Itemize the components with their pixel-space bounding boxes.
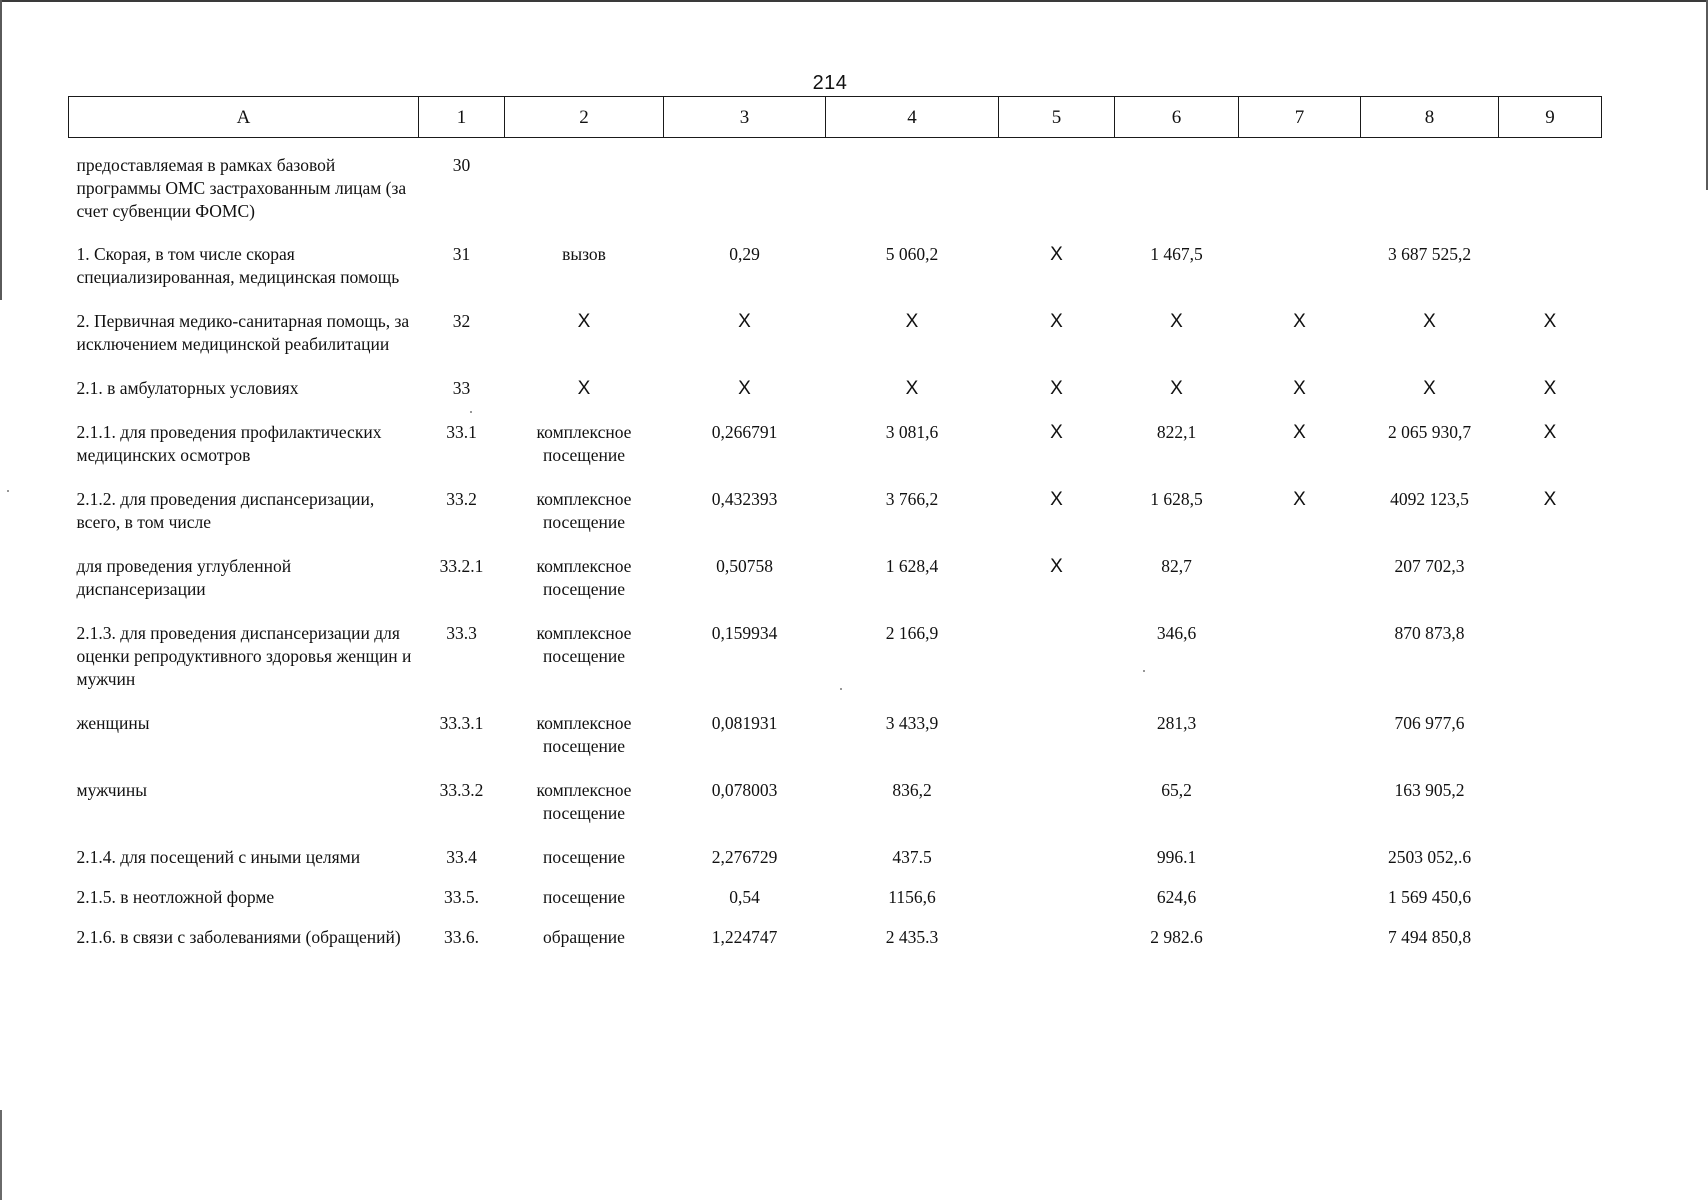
cell-col5 bbox=[999, 846, 1115, 886]
cell-unit: комплексное посещение bbox=[536, 489, 632, 532]
table-row bbox=[69, 243, 1602, 310]
cell-col3: Х bbox=[738, 378, 751, 399]
cell-code: 33.3.1 bbox=[439, 713, 484, 733]
cell-col5: Х bbox=[1050, 556, 1063, 577]
cell-code: 33.6. bbox=[444, 927, 479, 947]
cell-col5 bbox=[999, 138, 1115, 244]
header-cell-1: 1 bbox=[419, 97, 505, 138]
table-row bbox=[69, 779, 1602, 846]
cell-col8: 2503 052,.6 bbox=[1387, 847, 1472, 867]
cell-col6: 1 628,5 bbox=[1150, 489, 1203, 509]
cell-col7 bbox=[1239, 555, 1361, 622]
cell-col8: 4092 123,5 bbox=[1390, 489, 1469, 509]
header-cell-9: 9 bbox=[1499, 97, 1602, 138]
cell-col6 bbox=[1115, 138, 1239, 244]
cell-col7 bbox=[1239, 846, 1361, 886]
cell-name: 2.1.6. в связи с заболеваниями (обращений) bbox=[76, 927, 401, 947]
data-table-container bbox=[68, 96, 1601, 970]
cell-col7: Х bbox=[1293, 422, 1306, 443]
cell-col9: Х bbox=[1543, 378, 1557, 399]
cell-col7 bbox=[1239, 243, 1361, 310]
cell-col6: 1 467,5 bbox=[1150, 244, 1203, 264]
cell-col3: 0,078003 bbox=[711, 780, 778, 800]
cell-col8: 706 977,6 bbox=[1394, 713, 1465, 733]
header-cell-3: 3 bbox=[664, 97, 826, 138]
cell-code: 33 bbox=[452, 378, 471, 398]
cell-code: 32 bbox=[452, 311, 471, 331]
cell-col5: Х bbox=[1050, 489, 1063, 510]
cell-col9 bbox=[1499, 138, 1602, 244]
cell-col4: 3 766,2 bbox=[885, 489, 939, 509]
cell-name: 2.1.4. для посещений с иными целями bbox=[76, 847, 361, 867]
cell-code: 33.3 bbox=[446, 623, 477, 643]
cell-col7 bbox=[1239, 138, 1361, 244]
cell-unit: комплексное посещение bbox=[536, 556, 632, 599]
cell-col4: 437.5 bbox=[892, 847, 932, 867]
cell-name: 2.1.5. в неотложной форме bbox=[76, 887, 275, 907]
cell-col4: 5 060,2 bbox=[885, 244, 939, 264]
table-row bbox=[69, 377, 1602, 421]
cell-col4: 3 081,6 bbox=[885, 422, 939, 442]
cell-col4: 2 435.3 bbox=[885, 927, 939, 947]
cell-col8: Х bbox=[1423, 311, 1436, 332]
cell-col7 bbox=[1239, 712, 1361, 779]
header-row bbox=[69, 97, 1602, 138]
cell-col9: Х bbox=[1543, 422, 1557, 443]
cell-name: 1. Скорая, в том числе скорая специализированная, медицинская помощь bbox=[76, 244, 400, 287]
cell-code: 30 bbox=[452, 155, 471, 175]
cell-col7 bbox=[1239, 886, 1361, 926]
cell-name: 2.1.1. для проведения профилактических медицинских осмотров bbox=[76, 422, 382, 465]
cell-unit: комплексное посещение bbox=[536, 623, 632, 666]
cell-col8: 870 873,8 bbox=[1394, 623, 1465, 643]
cell-col9 bbox=[1499, 622, 1602, 712]
table-row bbox=[69, 421, 1602, 488]
cell-col7 bbox=[1239, 926, 1361, 970]
cell-code: 33.5. bbox=[444, 887, 479, 907]
cell-col4: 2 166,9 bbox=[885, 623, 939, 643]
cell-unit: комплексное посещение bbox=[536, 422, 632, 465]
cell-col5: Х bbox=[1050, 311, 1063, 332]
cell-col6: 82,7 bbox=[1161, 556, 1192, 576]
cell-col4: 1 628,4 bbox=[885, 556, 939, 576]
cell-unit: посещение bbox=[542, 847, 626, 867]
cell-name: для проведения углубленной диспансеризации bbox=[76, 556, 292, 599]
table-row bbox=[69, 555, 1602, 622]
cell-col9 bbox=[1499, 846, 1602, 886]
cell-col4: Х bbox=[905, 311, 919, 332]
cell-col3: 0,081931 bbox=[711, 713, 778, 733]
cell-col5 bbox=[999, 886, 1115, 926]
cell-col6: 281,3 bbox=[1156, 713, 1197, 733]
cell-col3: Х bbox=[738, 311, 751, 332]
table-row bbox=[69, 310, 1602, 377]
cell-unit: комплексное посещение bbox=[536, 713, 632, 756]
cell-col8: 7 494 850,8 bbox=[1387, 927, 1472, 947]
header-cell-4: 4 bbox=[826, 97, 999, 138]
table-row bbox=[69, 622, 1602, 712]
header-cell-a: А bbox=[69, 97, 419, 138]
page-number: 214 bbox=[812, 72, 848, 94]
cell-col8: 207 702,3 bbox=[1394, 556, 1465, 576]
cell-code: 31 bbox=[452, 244, 471, 264]
cell-unit: обращение bbox=[543, 927, 625, 947]
cell-col9 bbox=[1499, 243, 1602, 310]
cell-code: 33.2 bbox=[446, 489, 477, 509]
cell-col4: Х bbox=[905, 378, 919, 399]
cell-col6: 2 982.6 bbox=[1150, 927, 1203, 947]
cell-col7: Х bbox=[1293, 311, 1306, 332]
cell-col5 bbox=[999, 779, 1115, 846]
cell-col7: Х bbox=[1293, 378, 1306, 399]
cell-name: предоставляемая в рамках базовой программы ОМС застрахованным лицам (за счет субвенции ФОМС) bbox=[76, 155, 407, 221]
cell-unit bbox=[505, 138, 664, 244]
cell-col9 bbox=[1499, 886, 1602, 926]
cell-col5: Х bbox=[1050, 244, 1063, 265]
cell-col6: 996.1 bbox=[1156, 847, 1197, 867]
scan-speck bbox=[470, 411, 472, 413]
cell-name: 2.1.2. для проведения диспансеризации, всего, в том числе bbox=[76, 489, 375, 532]
scan-edge-left bbox=[0, 0, 2, 300]
table-row bbox=[69, 138, 1602, 244]
cell-col6: 346,6 bbox=[1156, 623, 1197, 643]
cell-col3: 0,54 bbox=[729, 887, 760, 907]
cell-col8: 1 569 450,6 bbox=[1387, 887, 1472, 907]
cell-col5 bbox=[999, 622, 1115, 712]
cell-col6: 624,6 bbox=[1156, 887, 1197, 907]
cell-col8: Х bbox=[1423, 378, 1436, 399]
cell-name: 2. Первичная медико-санитарная помощь, за исключением медицинской реабилитации bbox=[76, 311, 410, 354]
cell-col3: 2,276729 bbox=[711, 847, 778, 867]
header-cell-5: 5 bbox=[999, 97, 1115, 138]
cell-code: 33.1 bbox=[446, 422, 477, 442]
cell-col6: Х bbox=[1170, 378, 1183, 399]
cell-col5: Х bbox=[1050, 378, 1063, 399]
cell-col5: Х bbox=[1050, 422, 1063, 443]
cell-col7 bbox=[1239, 622, 1361, 712]
cell-col7: Х bbox=[1293, 489, 1306, 510]
header-cell-6: 6 bbox=[1115, 97, 1239, 138]
cell-name: женщины bbox=[76, 713, 150, 733]
cell-col4: 3 433,9 bbox=[885, 713, 939, 733]
cell-col6: 822,1 bbox=[1156, 422, 1197, 442]
cell-col3: 0,29 bbox=[729, 244, 760, 264]
cell-col3: 0,50758 bbox=[716, 556, 773, 576]
cell-col3: 1,224747 bbox=[711, 927, 778, 947]
cell-col9: Х bbox=[1543, 489, 1557, 510]
cell-name: 2.1.3. для проведения диспансеризации для оценки репродуктивного здоровья женщин и мужчин bbox=[76, 623, 412, 689]
cell-col6: Х bbox=[1170, 311, 1183, 332]
header-cell-7: 7 bbox=[1239, 97, 1361, 138]
table-header bbox=[69, 97, 1602, 138]
data-table bbox=[68, 96, 1602, 970]
table-row bbox=[69, 712, 1602, 779]
cell-col8: 3 687 525,2 bbox=[1387, 244, 1472, 264]
cell-col7 bbox=[1239, 779, 1361, 846]
cell-col9: Х bbox=[1543, 311, 1557, 332]
header-cell-2: 2 bbox=[505, 97, 664, 138]
cell-code: 33.4 bbox=[446, 847, 477, 867]
cell-col8 bbox=[1361, 138, 1499, 244]
cell-col4: 1156,6 bbox=[888, 887, 936, 907]
table-row bbox=[69, 886, 1602, 926]
table-row bbox=[69, 926, 1602, 970]
cell-col9 bbox=[1499, 555, 1602, 622]
cell-col9 bbox=[1499, 712, 1602, 779]
cell-col9 bbox=[1499, 779, 1602, 846]
table-row bbox=[69, 488, 1602, 555]
cell-col9 bbox=[1499, 926, 1602, 970]
cell-unit: посещение bbox=[542, 887, 626, 907]
cell-col5 bbox=[999, 926, 1115, 970]
cell-unit: Х bbox=[577, 378, 591, 399]
cell-code: 33.3.2 bbox=[439, 780, 484, 800]
cell-unit: комплексное посещение bbox=[536, 780, 632, 823]
table-row bbox=[69, 846, 1602, 886]
cell-col3: 0,159934 bbox=[711, 623, 778, 643]
cell-col3: 0,432393 bbox=[711, 489, 778, 509]
cell-col4 bbox=[826, 138, 999, 244]
scan-speck bbox=[1143, 670, 1145, 672]
scan-edge-left-lower bbox=[0, 1110, 2, 1200]
cell-unit: вызов bbox=[562, 244, 606, 264]
cell-name: мужчины bbox=[76, 780, 148, 800]
cell-col3: 0,266791 bbox=[711, 422, 778, 442]
cell-col8: 2 065 930,7 bbox=[1387, 422, 1472, 442]
cell-col6: 65,2 bbox=[1161, 780, 1192, 800]
scan-edge-top bbox=[0, 0, 1708, 2]
cell-code: 33.2.1 bbox=[439, 556, 484, 576]
cell-unit: Х bbox=[577, 311, 591, 332]
cell-col3 bbox=[664, 138, 826, 244]
cell-col4: 836,2 bbox=[892, 780, 932, 800]
scan-speck bbox=[840, 688, 842, 690]
cell-col8: 163 905,2 bbox=[1394, 780, 1465, 800]
table-body bbox=[69, 138, 1602, 971]
cell-name: 2.1. в амбулаторных условиях bbox=[76, 378, 299, 398]
header-cell-8: 8 bbox=[1361, 97, 1499, 138]
cell-col5 bbox=[999, 712, 1115, 779]
scan-speck bbox=[7, 490, 9, 492]
